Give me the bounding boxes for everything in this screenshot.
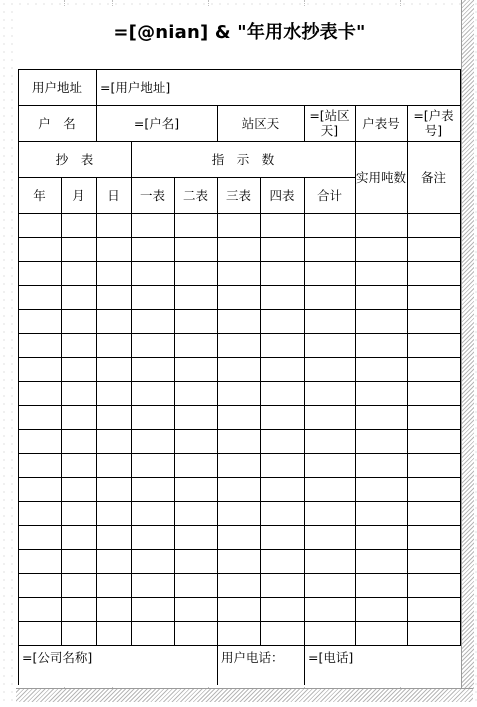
station-field[interactable]: =[站区天] bbox=[309, 108, 350, 138]
table-row-line bbox=[18, 261, 461, 262]
report-title[interactable]: =[@nian] & "年用水抄表卡" bbox=[113, 22, 366, 43]
table-row-line bbox=[18, 333, 461, 334]
table-line bbox=[304, 177, 305, 685]
table-row-line bbox=[18, 429, 461, 430]
col-day-header[interactable]: 日 bbox=[107, 187, 120, 203]
table-row-line bbox=[18, 549, 461, 550]
table-row-line bbox=[18, 621, 461, 622]
report-sheet[interactable] bbox=[18, 6, 461, 686]
col-meter3-header[interactable]: 三表 bbox=[225, 187, 251, 203]
phone-label[interactable]: 用户电话： bbox=[221, 649, 284, 665]
remarks-header[interactable]: 备注 bbox=[420, 169, 446, 185]
table-line bbox=[260, 177, 261, 645]
table-line bbox=[96, 177, 97, 645]
table-row-line bbox=[18, 477, 461, 478]
table-row-line bbox=[18, 453, 461, 454]
table-row-line bbox=[18, 357, 461, 358]
company-name-field[interactable]: =[公司名称] bbox=[22, 649, 93, 665]
station-label[interactable]: 站区天 bbox=[241, 115, 280, 131]
table-row-line bbox=[18, 381, 461, 382]
col-meter4-header[interactable]: 四表 bbox=[269, 187, 295, 203]
table-line bbox=[61, 177, 62, 645]
page-margin-bottom bbox=[16, 688, 473, 702]
table-line bbox=[217, 177, 218, 685]
table-row-line bbox=[18, 237, 461, 238]
table-row-line bbox=[18, 285, 461, 286]
table-row-line bbox=[18, 309, 461, 310]
table-line bbox=[18, 213, 461, 214]
meter-no-field[interactable]: =[户表号] bbox=[413, 108, 454, 138]
table-row-line bbox=[18, 597, 461, 598]
col-month-header[interactable]: 月 bbox=[72, 187, 85, 203]
name-label[interactable]: 户 名 bbox=[38, 115, 76, 131]
phone-field[interactable]: =[电话] bbox=[308, 649, 354, 665]
indicator-header[interactable]: 指 示 数 bbox=[211, 151, 275, 167]
col-total-header[interactable]: 合计 bbox=[316, 187, 342, 203]
address-label[interactable]: 用户地址 bbox=[31, 79, 82, 95]
table-row-line bbox=[18, 573, 461, 574]
table-line bbox=[131, 177, 132, 645]
actual-tons-header[interactable]: 实用吨数 bbox=[355, 169, 406, 185]
name-field[interactable]: =[户名] bbox=[133, 115, 180, 131]
page-margin-right bbox=[461, 0, 474, 690]
reading-date-header[interactable]: 抄 表 bbox=[55, 151, 94, 167]
table-row-line bbox=[18, 501, 461, 502]
table-row-line bbox=[18, 405, 461, 406]
meter-no-label[interactable]: 户表号 bbox=[362, 115, 400, 131]
table-row-line bbox=[18, 525, 461, 526]
col-meter2-header[interactable]: 二表 bbox=[182, 187, 208, 203]
col-meter1-header[interactable]: 一表 bbox=[139, 187, 165, 203]
address-field[interactable]: =[用户地址] bbox=[100, 79, 171, 95]
col-year-header[interactable]: 年 bbox=[33, 187, 46, 203]
table-border-right bbox=[460, 69, 461, 645]
table-line bbox=[174, 177, 175, 645]
